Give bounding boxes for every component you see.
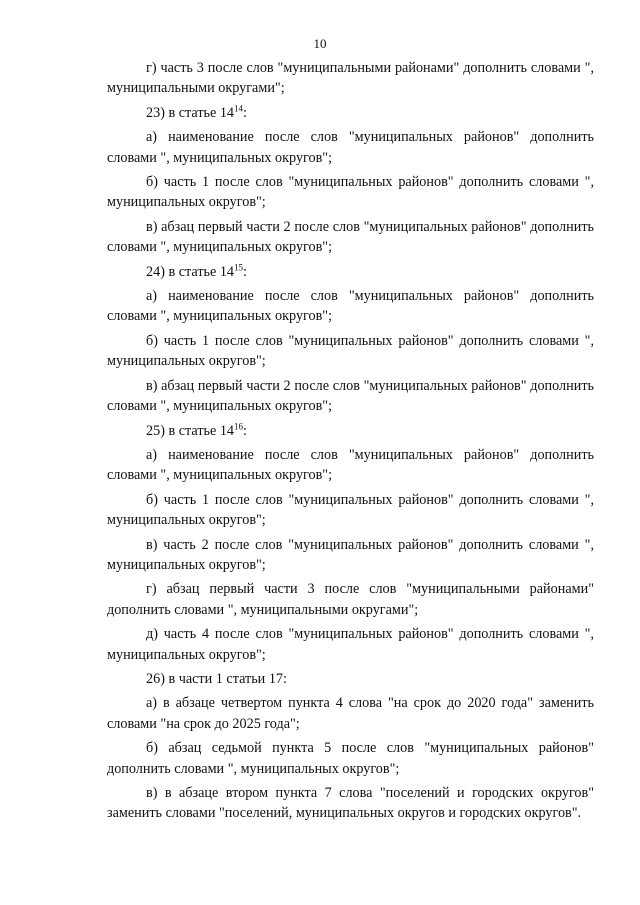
- paragraph: г) часть 3 после слов "муниципальными районами" дополнить словами ", муниципальными округами";: [107, 60, 594, 97]
- item-number: 23): [146, 104, 165, 121]
- paragraph: 26) в части 1 статьи 17:: [146, 670, 287, 687]
- paragraph: г) абзац первый части 3 после слов "муниципальными районами" дополнить словами ", муниципальными округами";: [107, 581, 594, 618]
- paragraph: а) наименование после слов "муниципальных районов" дополнить словами ", муниципальных округов";: [107, 288, 594, 325]
- item-text: в статье 14: [168, 263, 235, 280]
- paragraph: а) наименование после слов "муниципальных районов" дополнить словами ", муниципальных округов";: [107, 129, 594, 166]
- paragraph: д) часть 4 после слов "муниципальных районов" дополнить словами ", муниципальных округов";: [107, 626, 594, 663]
- item-number: 24): [146, 263, 165, 280]
- item-heading-24: [107, 262, 594, 282]
- item-number: 25): [146, 422, 165, 439]
- item-heading-23: [107, 103, 594, 123]
- superscript: 14: [234, 103, 244, 114]
- item-colon: :: [243, 104, 247, 121]
- superscript: 16: [234, 420, 244, 431]
- paragraph: в) абзац первый части 2 после слов "муниципальных районов" дополнить словами ", муниципальных округов";: [107, 218, 594, 256]
- document-body: [107, 58, 594, 824]
- page-number: 10: [313, 36, 327, 51]
- paragraph: а) наименование после слов "муниципальных районов" дополнить словами ", муниципальных округов";: [107, 446, 594, 484]
- paragraph: в) часть 2 после слов "муниципальных районов" дополнить словами ", муниципальных округов";: [107, 536, 594, 573]
- paragraph: в) абзац первый части 2 после слов "муниципальных районов" дополнить словами ", муниципальных округов";: [107, 377, 594, 415]
- item-heading-25: [107, 421, 594, 441]
- paragraph: б) часть 1 после слов "муниципальных районов" дополнить словами ", муниципальных округов";: [107, 332, 594, 370]
- item-colon: :: [243, 422, 247, 439]
- item-text: в статье 14: [168, 104, 235, 121]
- superscript: 15: [234, 261, 244, 272]
- paragraph: б) часть 1 после слов "муниципальных районов" дополнить словами ", муниципальных округов";: [107, 174, 594, 211]
- item-text: в статье 14: [168, 422, 235, 439]
- paragraph: в) в абзаце втором пункта 7 слова "поселений и городских округов" заменить словами "поселений, муниципальных округов и городских округов".: [107, 785, 594, 822]
- item-colon: :: [243, 263, 247, 280]
- paragraph: б) часть 1 после слов "муниципальных районов" дополнить словами ", муниципальных округов";: [107, 491, 594, 529]
- paragraph: б) абзац седьмой пункта 5 после слов "муниципальных районов" дополнить словами ", муниципальных округов";: [107, 740, 594, 777]
- paragraph: а) в абзаце четвертом пункта 4 слова "на срок до 2020 года" заменить словами "на срок до 2025 года";: [107, 695, 594, 732]
